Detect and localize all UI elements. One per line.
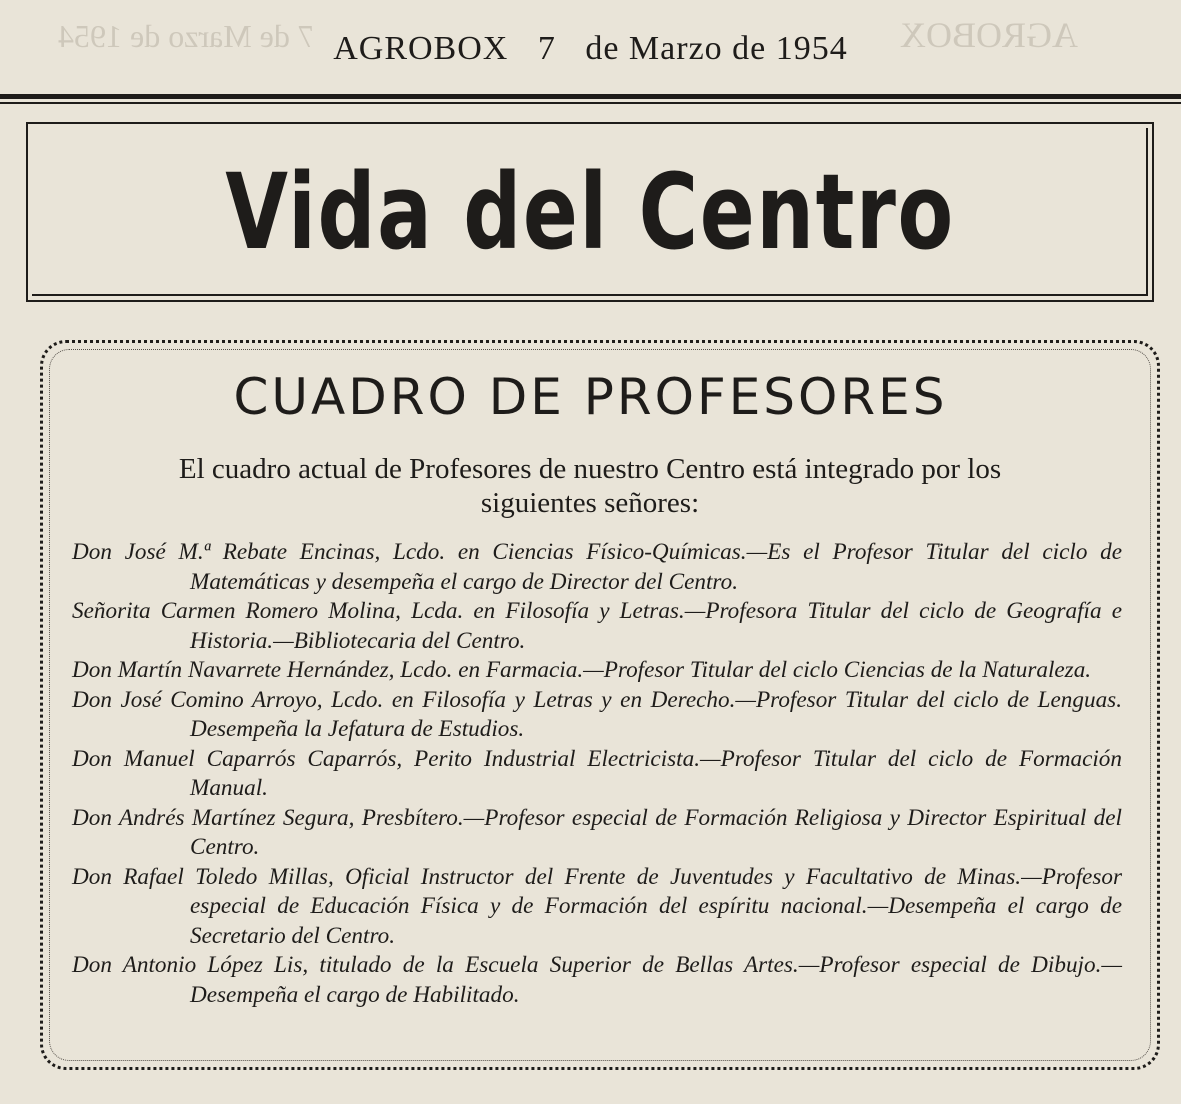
masthead [0,30,1181,68]
faculty-entry: Don José Comino Arroyo, Lcdo. en Filosofía y Letras y en Derecho.—Profesor Titular del ciclo de Lenguas. Desempeña la Jefatura de Estudios. [72,686,1122,742]
faculty-entry: Don Rafael Toledo Millas, Oficial Instructor del Frente de Juventudes y Facultativo de Minas.—Profesor especial de Educación Física y de Formación del espíritu nacional.—Desempeña el cargo de Secretario del Centro. [72,863,1122,949]
bleed-through-date: 7 de Marzo de 1954 [58,18,314,54]
article-heading: CUADRO DE PROFESORES [233,368,948,426]
masthead-rule-thick [0,94,1181,99]
faculty-list [72,538,1122,1010]
faculty-entry: Don José M.ª Rebate Encinas, Lcdo. en Ciencias Físico-Químicas.—Es el Profesor Titular del ciclo de Matemáticas y desempeña el cargo de Director del Centro. [72,539,1122,595]
issue-day: 7 [537,30,556,67]
faculty-entry: Señorita Carmen Romero Molina, Lcda. en Filosofía y Letras.—Profesora Titular del ciclo de Geografía e Historia.—Bibliotecaria del Centro. [72,598,1122,654]
publication-name: AGROBOX [333,30,509,67]
bleed-through-masthead: AGROBOX [900,15,1079,55]
masthead-rule-thin [0,102,1181,104]
faculty-entry: Don Martín Navarrete Hernández, Lcdo. en Farmacia.—Profesor Titular del ciclo Ciencias de la Naturaleza. [72,657,1092,683]
article-intro: El cuadro actual de Profesores de nuestro Centro está integrado por los siguientes señores: [178,453,1002,519]
issue-date: de Marzo de 1954 [585,30,848,67]
section-header-box [26,122,1154,302]
section-header-title: Vida del Centro [225,151,955,273]
faculty-entry: Don Manuel Caparrós Caparrós, Perito Industrial Electricista.—Profesor Titular del ciclo de Formación Manual. [72,745,1122,801]
faculty-entry: Don Andrés Martínez Segura, Presbítero.—Profesor especial de Formación Religiosa y Director Espiritual del Centro. [72,804,1122,860]
faculty-entry: Don Antonio López Lis, titulado de la Escuela Superior de Bellas Artes.—Profesor especial de Dibujo.—Desempeña el cargo de Habilitado. [72,952,1122,1008]
